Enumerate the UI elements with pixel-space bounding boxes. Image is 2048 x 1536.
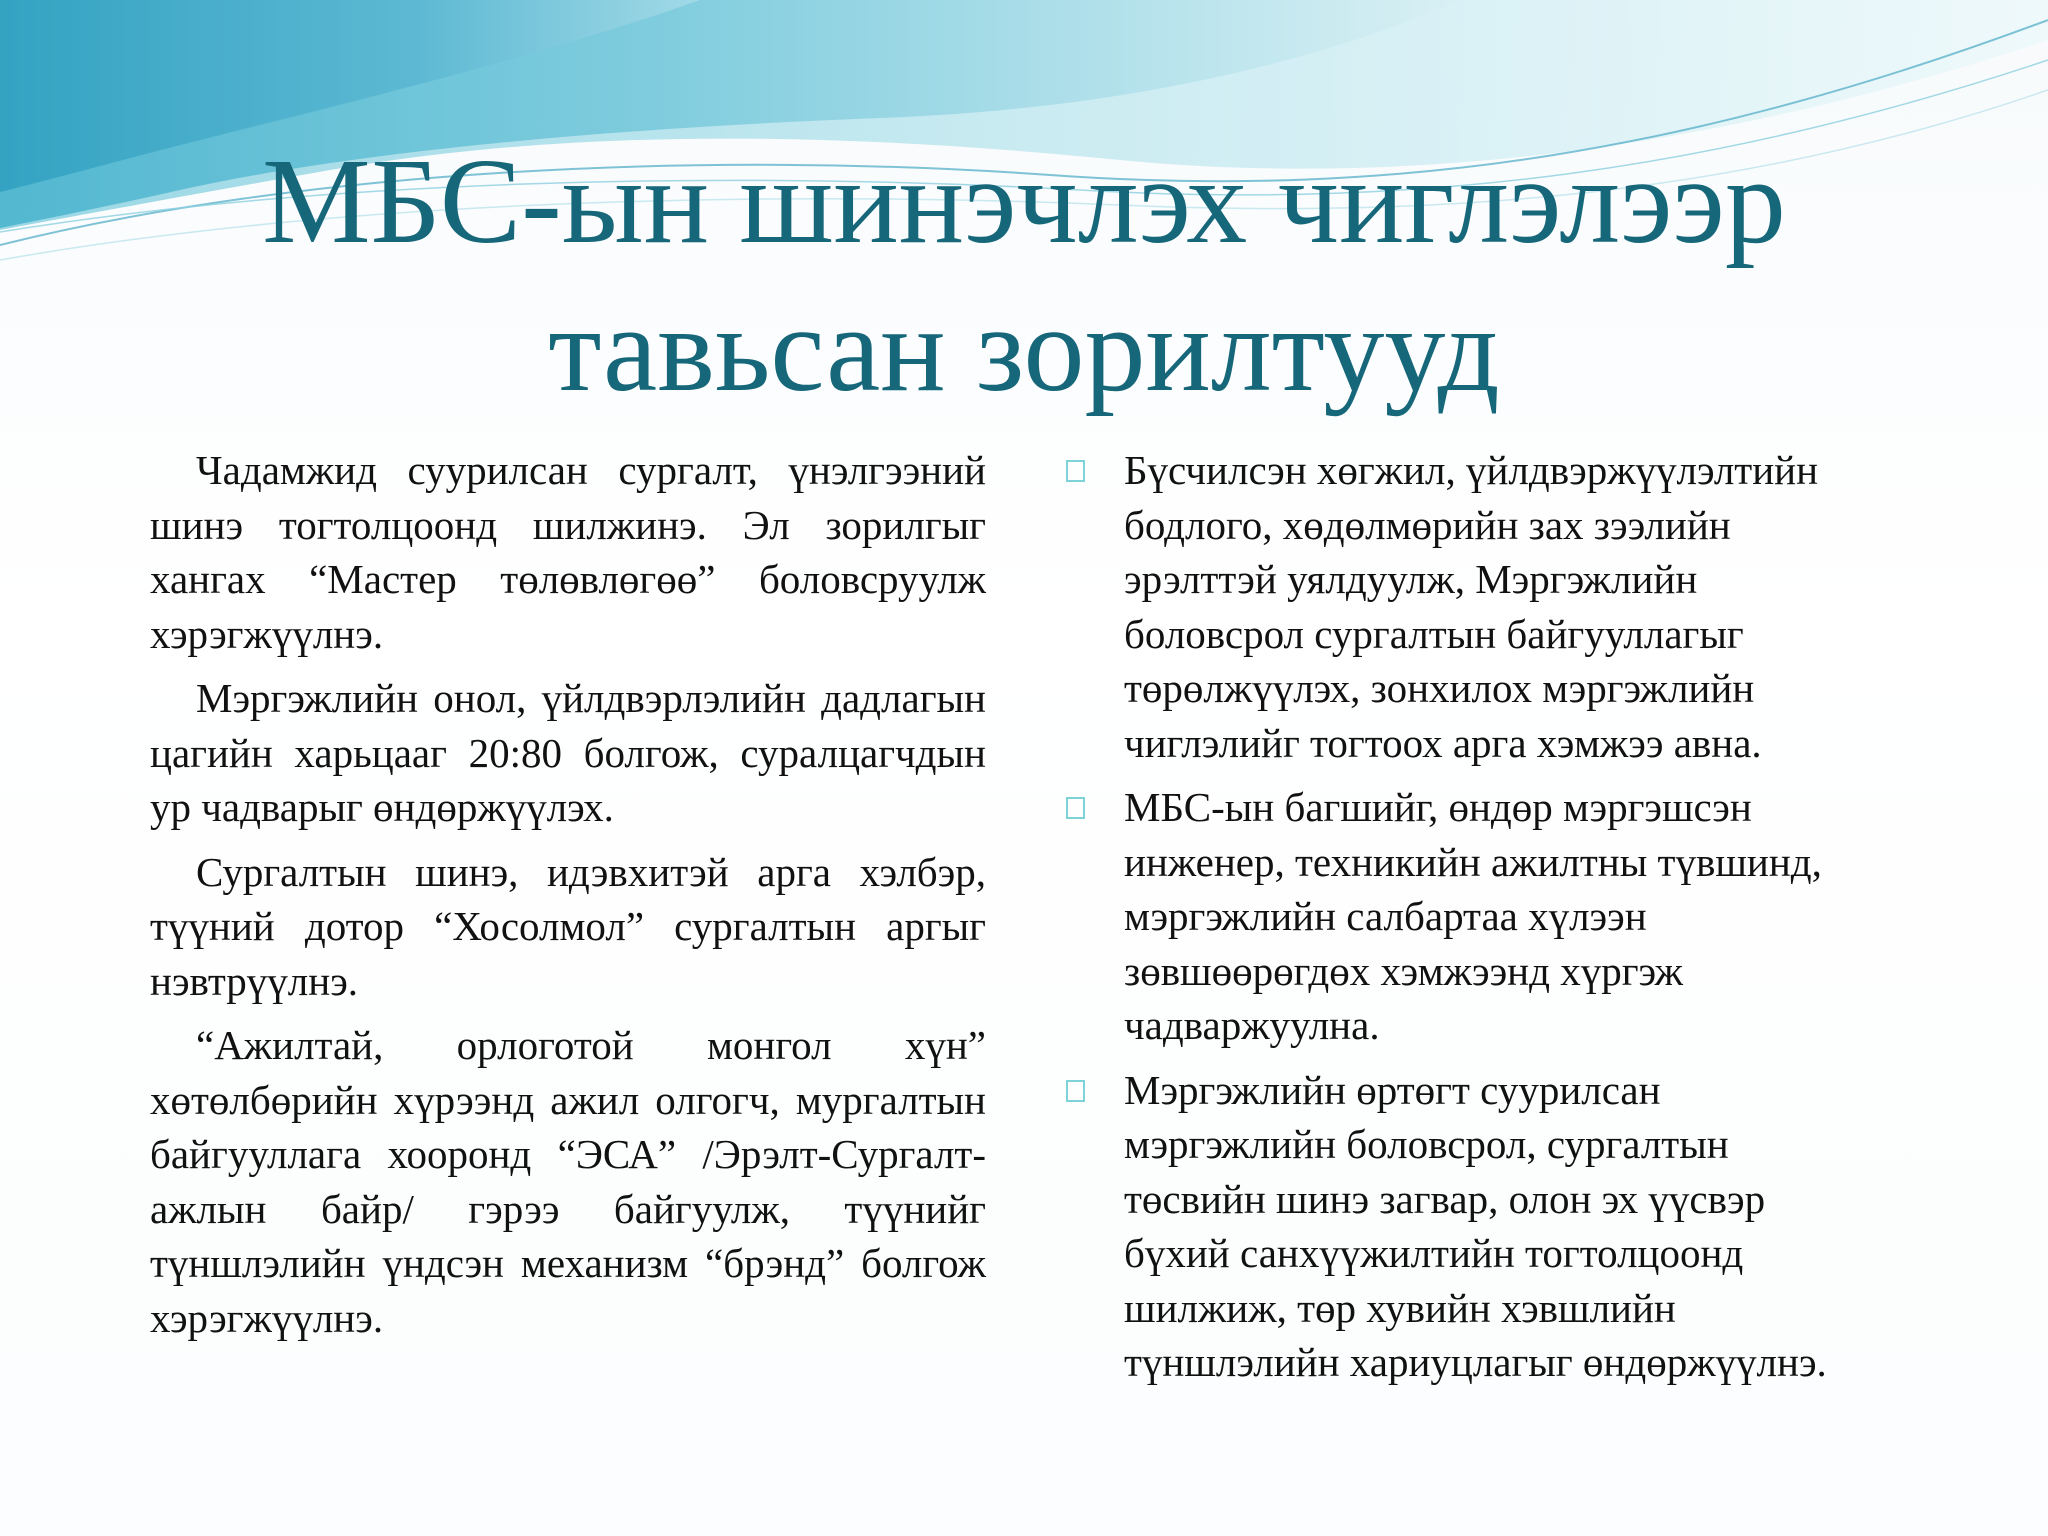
bullet-line: шилжиж, төр хувийн хэвшлийн	[1124, 1284, 1676, 1331]
bullet-line: түншлэлийн хариуцлагыг өндөржүүлнэ.	[1124, 1339, 1827, 1385]
bullet-line: МБС-ын багшийг, өндөр мэргэшсэн	[1124, 784, 1752, 830]
left-paragraph: Сургалтын шинэ, идэвхитэй арга хэлбэр, түүний дотор “Хосолмол” сургалтын аргыг нэвтрүүлнэ.	[150, 848, 986, 1004]
bullet-line: Бүсчилсэн хөгжил, үйлдвэржүүлэлтийн	[1124, 447, 1819, 493]
right-bullet-list	[1066, 443, 1916, 1400]
bullet-line: төрөлжүүлэх, зонхилох мэргэжлийн	[1124, 665, 1755, 711]
bullet-line: чиглэлийг тогтоох арга хэмжээ авна.	[1124, 719, 1762, 766]
bullet-line: боловсрол сургалтын байгууллагыг	[1124, 610, 1744, 657]
bullet-line: инженер, техникийн ажилтны түвшинд,	[1124, 838, 1822, 885]
slide-title-line-2: тавьсан зорилтууд	[548, 282, 1500, 417]
bullet-item	[1066, 1063, 1916, 1390]
bullet-line: зөвшөөрөгдөх хэмжээнд хүргэж	[1124, 947, 1683, 994]
bullet-line: мэргэжлийн боловсрол, сургалтын	[1124, 1121, 1729, 1167]
bullet-line: Мэргэжлийн өртөгт суурилсан	[1124, 1066, 1661, 1113]
hollow-square-bullet-icon	[1066, 460, 1085, 482]
left-paragraph: Мэргэжлийн онол, үйлдвэрлэлийн дадлагын цагийн харьцааг 20:80 болгож, суралцагчдын ур чадварыг өндөржүүлэх.	[150, 675, 986, 830]
bullet-item	[1066, 443, 1916, 770]
left-paragraph: “Ажилтай, орлоготой монгол хүн” хөтөлбөрийн хүрээнд ажил олгогч, мургалтын байгууллага хооронд “ЭСА” /Эрэлт-Сургалт-ажлын байр/ гэрээ байгуулж, түүнийг түншлэлийн үндсэн механизм “брэнд” болгож хэрэгжүүлнэ.	[150, 1022, 986, 1341]
left-text-column	[150, 443, 986, 1355]
bullet-line: мэргэжлийн салбартаа хүлээн	[1124, 893, 1647, 939]
bullet-line: төсвийн шинэ загвар, олон эх үүсвэр	[1124, 1175, 1766, 1222]
slide-title-line-1: МБС-ын шинэчлэх чиглэлээр	[262, 134, 1786, 269]
bullet-line: бүхий санхүүжилтийн тогтолцоонд	[1124, 1230, 1744, 1276]
bullet-item	[1066, 780, 1916, 1053]
slide-title	[110, 128, 1938, 424]
bullet-line: чадваржуулна.	[1124, 1002, 1380, 1048]
hollow-square-bullet-icon	[1066, 1080, 1085, 1102]
bullet-line: эрэлттэй уялдуулж, Мэргэжлийн	[1124, 556, 1698, 602]
left-paragraph: Чадамжид суурилсан сургалт, үнэлгээний шинэ тогтолцоонд шилжинэ. Эл зорилгыг хангах “Мастер төлөвлөгөө” боловсруулж хэрэгжүүлнэ.	[150, 447, 986, 657]
bullet-line: бодлого, хөдөлмөрийн зах зээлийн	[1124, 501, 1731, 548]
hollow-square-bullet-icon	[1066, 797, 1085, 819]
